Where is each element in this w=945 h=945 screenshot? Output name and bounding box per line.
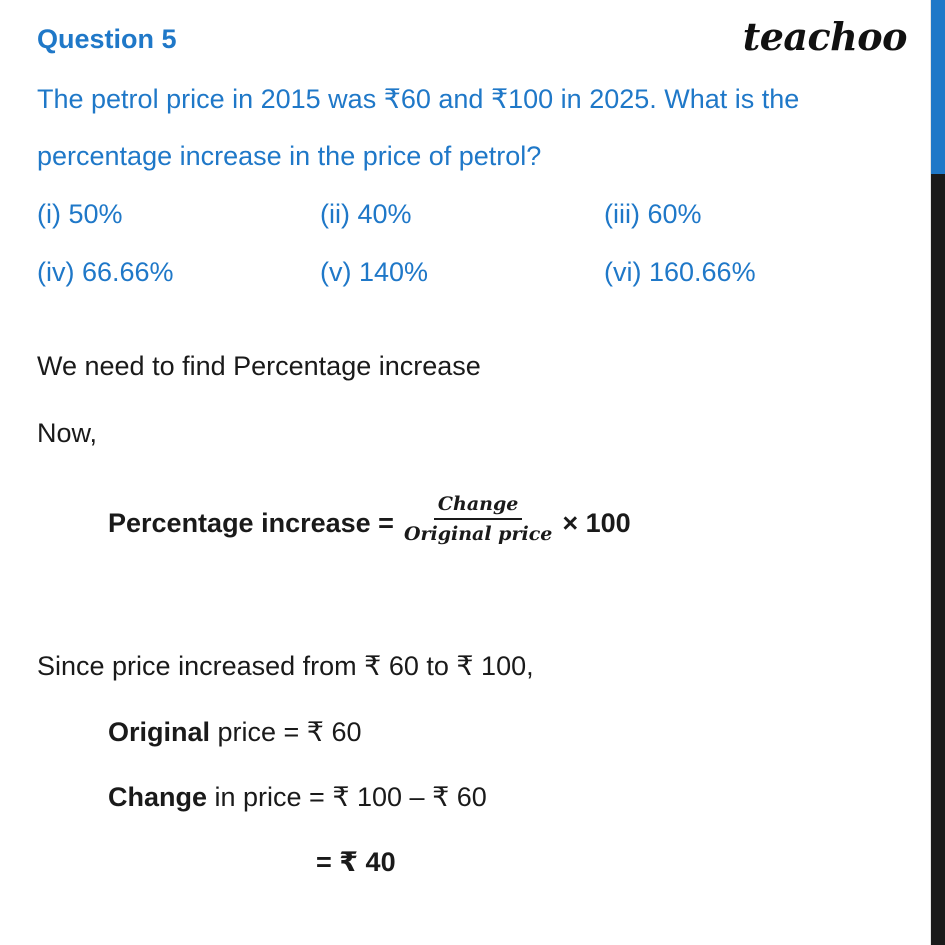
change-price-line bbox=[108, 782, 487, 813]
option-ii: (ii) 40% bbox=[320, 199, 412, 229]
option-iv: (iv) 66.66% bbox=[37, 257, 174, 287]
solution-intro: We need to find Percentage increase bbox=[37, 351, 481, 381]
scrollbar-thumb[interactable] bbox=[931, 0, 945, 174]
option-v: (v) 140% bbox=[320, 257, 429, 287]
formula bbox=[108, 493, 631, 549]
teachoo-logo: teachoo bbox=[742, 14, 907, 59]
option-iii: (iii) 60% bbox=[604, 199, 702, 229]
formula-numerator: Change bbox=[434, 493, 522, 520]
original-label: Original bbox=[108, 717, 211, 747]
solution-now: Now, bbox=[37, 418, 98, 448]
scrollbar-lower-track[interactable] bbox=[931, 174, 945, 945]
question-text-line-1: The petrol price in 2015 was ₹60 and ₹100 in 2025. What is the bbox=[37, 84, 800, 114]
option-i: (i) 50% bbox=[37, 199, 123, 229]
original-price-line bbox=[108, 717, 362, 748]
option-vi: (vi) 160.66% bbox=[604, 257, 756, 287]
formula-label: Percentage increase = bbox=[108, 507, 394, 538]
formula-multiplier: × 100 bbox=[562, 507, 631, 538]
change-result: = ₹ 40 bbox=[316, 847, 396, 877]
change-label: Change bbox=[108, 782, 208, 812]
change-rest: in price = ₹ 100 – ₹ 60 bbox=[207, 782, 487, 812]
question-text-line-2: percentage increase in the price of petrol? bbox=[37, 141, 542, 171]
since-line: Since price increased from ₹ 60 to ₹ 100, bbox=[37, 651, 534, 681]
original-rest: price = ₹ 60 bbox=[210, 717, 362, 747]
question-title: Question 5 bbox=[37, 24, 177, 54]
formula-fraction bbox=[400, 493, 556, 545]
formula-denominator: Original price bbox=[403, 523, 553, 545]
